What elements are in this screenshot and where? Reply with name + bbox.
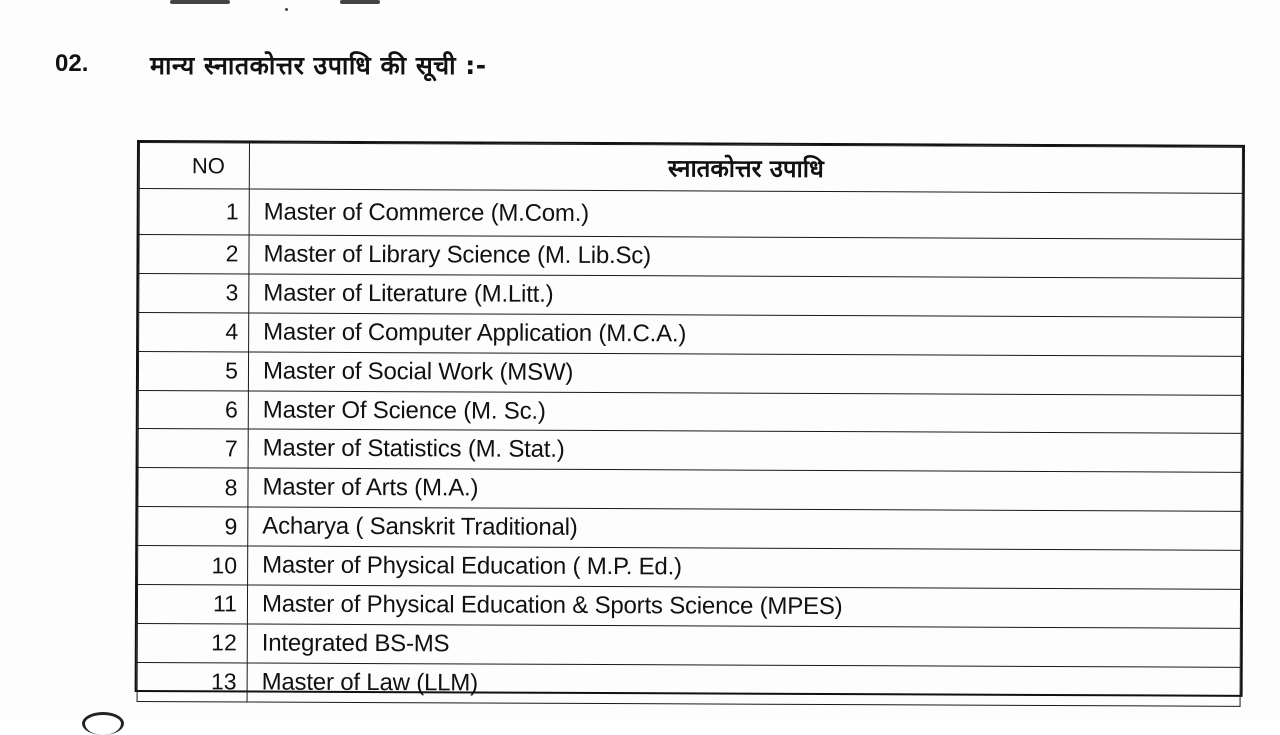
column-header-degree: स्नातकोत्तर उपाधि xyxy=(249,143,1242,193)
row-number: 2 xyxy=(139,235,249,274)
degree-name: Master of Physical Education & Sports Science (MPES) xyxy=(247,585,1240,628)
section-number: 02. xyxy=(55,50,89,77)
table-row xyxy=(138,390,1241,434)
degree-name: Master of Computer Application (M.C.A.) xyxy=(249,313,1242,356)
degree-name: Master of Social Work (MSW) xyxy=(248,352,1241,395)
table-row xyxy=(139,312,1242,356)
degree-name: Master of Literature (M.Litt.) xyxy=(249,274,1242,317)
row-number: 7 xyxy=(138,429,248,468)
degree-name: Master of Physical Education ( M.P. Ed.) xyxy=(248,546,1241,589)
row-number: 9 xyxy=(138,507,248,546)
degree-table-container xyxy=(135,140,1245,697)
degree-name: Master of Library Science (M. Lib.Sc) xyxy=(249,235,1242,278)
row-number: 4 xyxy=(139,312,249,351)
table-row xyxy=(138,546,1241,590)
degree-name: Master of Arts (M.A.) xyxy=(248,468,1241,511)
row-number: 5 xyxy=(138,351,248,390)
table-row xyxy=(138,468,1241,512)
row-number: 3 xyxy=(139,273,249,312)
row-number: 13 xyxy=(137,662,247,701)
table-row xyxy=(139,189,1242,240)
degree-name: Integrated BS-MS xyxy=(247,624,1240,667)
degree-table xyxy=(137,142,1243,706)
row-number: 1 xyxy=(139,189,249,235)
degree-name: Master of Commerce (M.Com.) xyxy=(249,189,1242,239)
cropped-next-mark xyxy=(82,712,124,735)
table-row xyxy=(138,351,1241,395)
table-row xyxy=(137,585,1240,629)
table-row xyxy=(139,235,1242,279)
table-row xyxy=(138,507,1241,551)
degree-name: Master of Statistics (M. Stat.) xyxy=(248,429,1241,472)
table-row xyxy=(137,662,1240,706)
column-header-no: NO xyxy=(139,143,249,189)
table-row xyxy=(139,273,1242,317)
cropped-previous-text xyxy=(160,0,400,12)
degree-name: Acharya ( Sanskrit Traditional) xyxy=(248,507,1241,550)
row-number: 6 xyxy=(138,390,248,429)
table-row xyxy=(138,429,1241,473)
row-number: 12 xyxy=(137,623,247,662)
row-number: 10 xyxy=(138,546,248,585)
degree-name: Master Of Science (M. Sc.) xyxy=(248,391,1241,434)
row-number: 8 xyxy=(138,468,248,507)
table-row xyxy=(137,623,1240,667)
row-number: 11 xyxy=(137,585,247,624)
table-header-row xyxy=(139,143,1242,194)
section-heading: मान्य स्नातकोत्तर उपाधि की सूची :- xyxy=(150,51,487,80)
degree-name: Master of Law (LLM) xyxy=(247,663,1240,706)
